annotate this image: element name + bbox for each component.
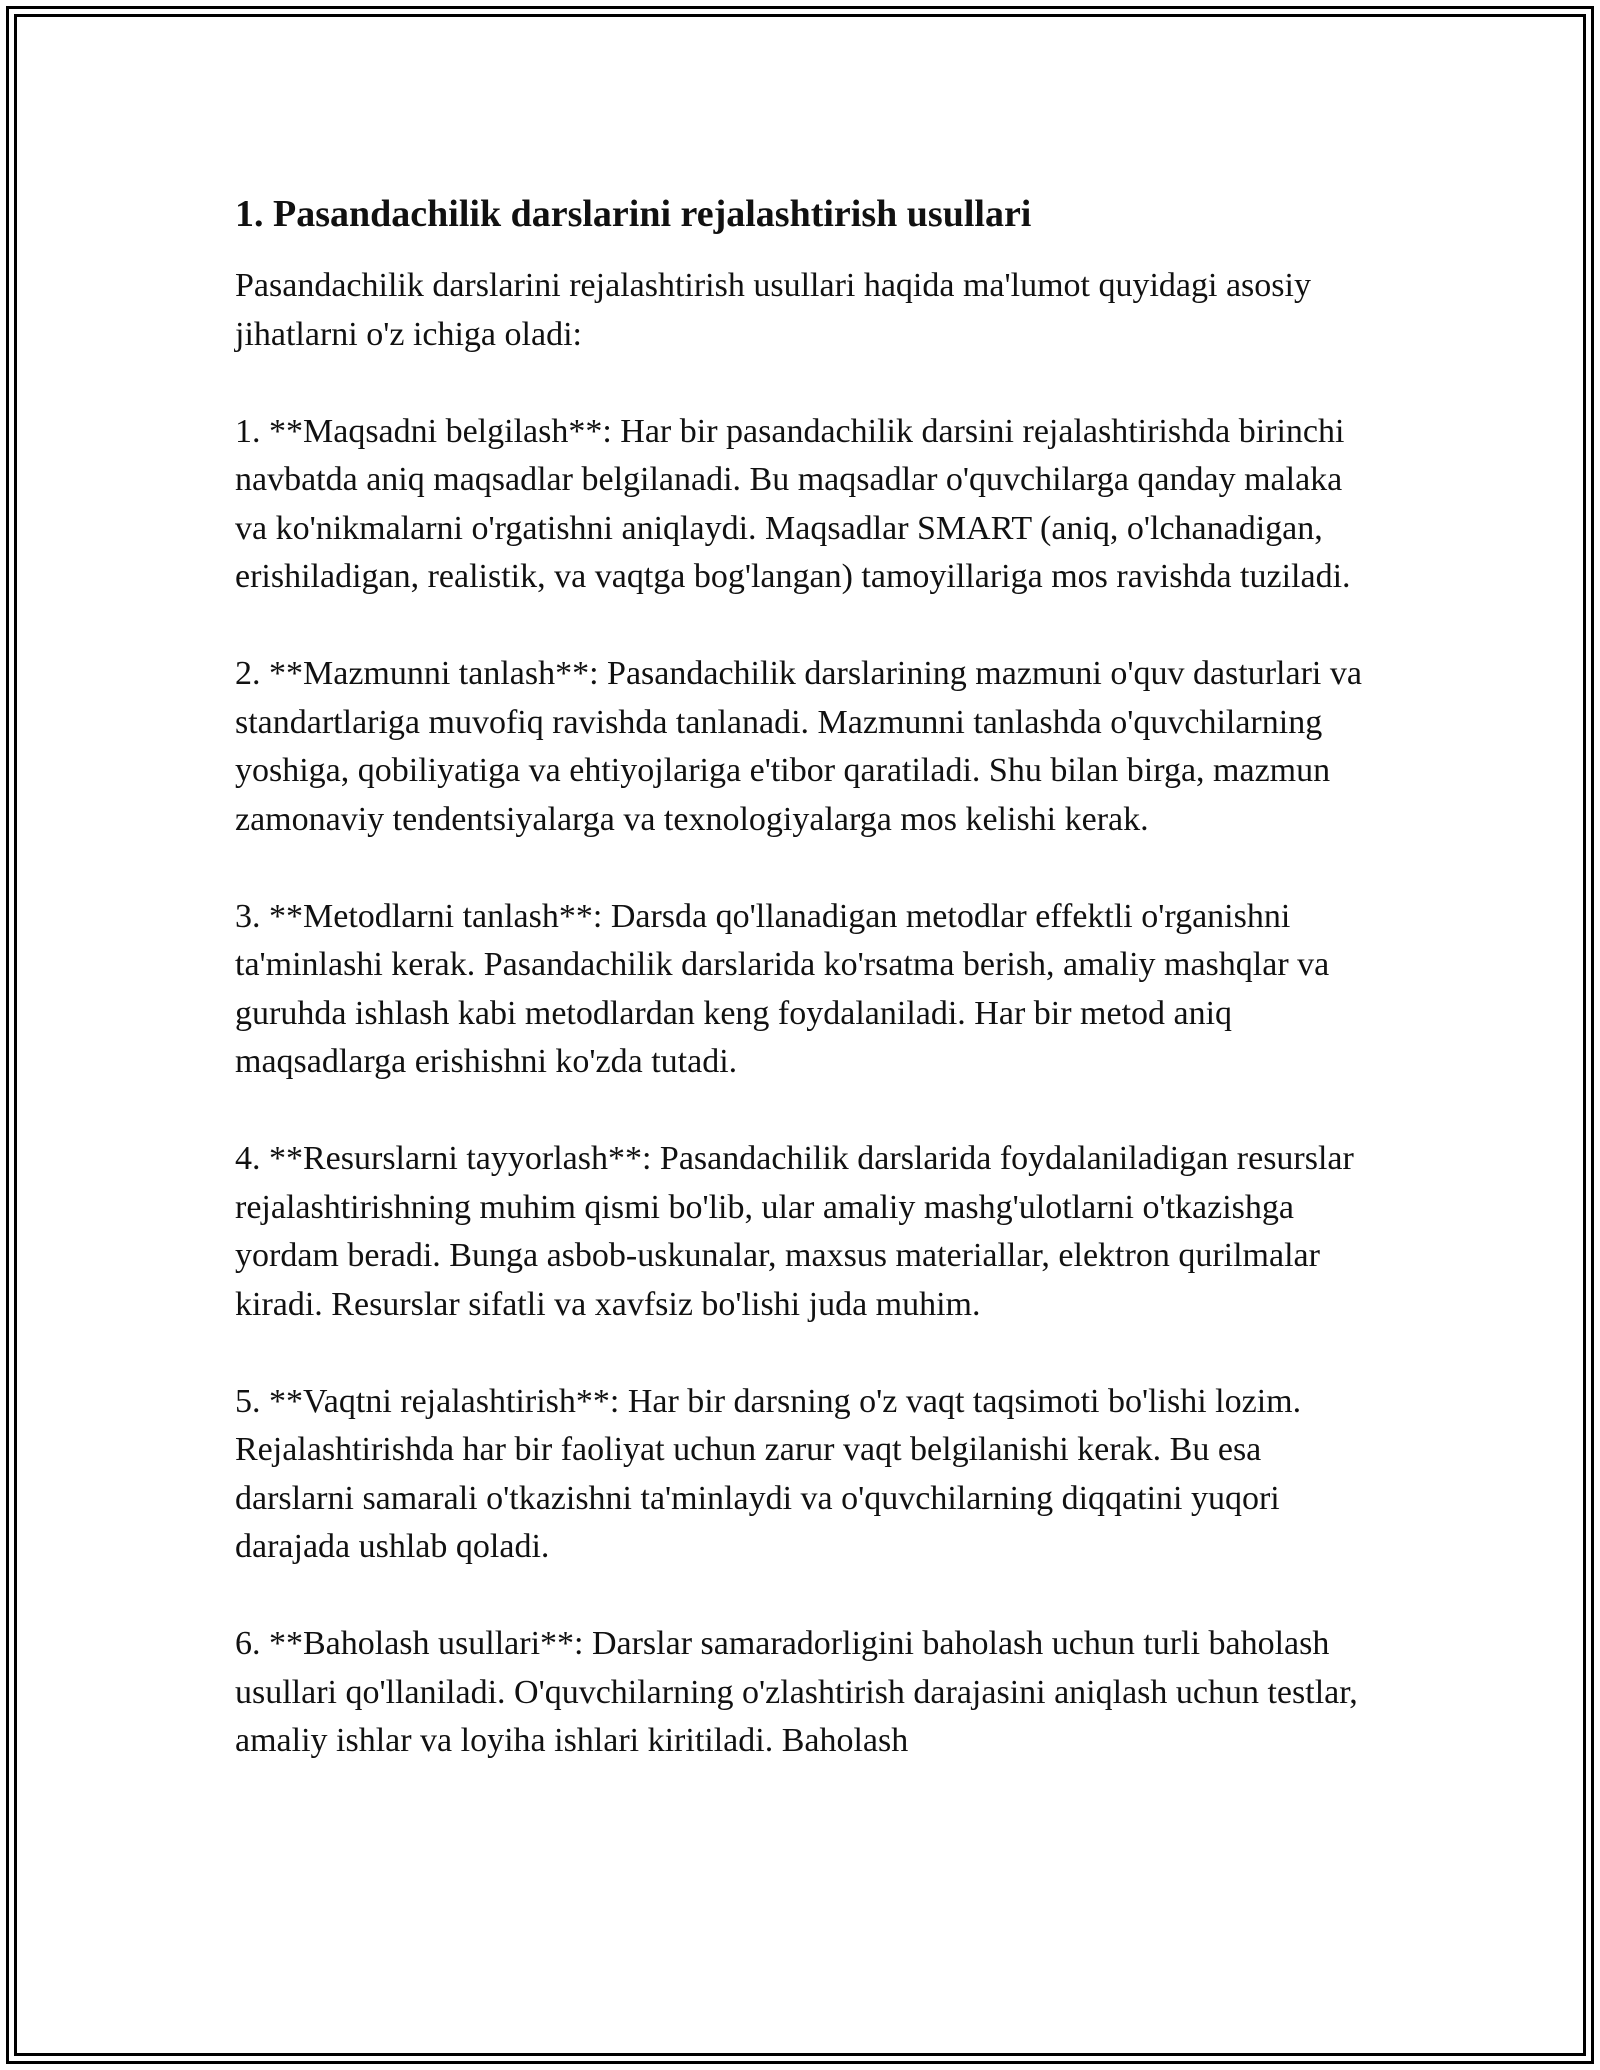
list-item-content: 2. **Mazmunni tanlash**: Pasandachilik darslarining mazmuni o'quv dasturlari va standartlariga muvofiq ravishda tanlanadi. Mazmunni tanlashda o'quvchilarning yoshiga, qobiliyatiga va ehtiyojlariga e'tibor qaratiladi. Shu bilan birga, mazmun zamonaviy tendentsiyalarga va texnologiyalarga mos kelishi kerak. xyxy=(235,655,1362,838)
document-body xyxy=(235,186,1375,1766)
intro-paragraph: Pasandachilik darslarini rejalashtirish usullari haqida ma'lumot quyidagi asosiy jihatlarni o'z ichiga oladi: xyxy=(235,267,1311,353)
list-item-goals: 1. **Maqsadni belgilash**: Har bir pasandachilik darsini rejalashtirishda birinchi navbatda aniq maqsadlar belgilanadi. Bu maqsadlar o'quvchilarga qanday malaka va ko'nikmalarni o'rgatishni aniqlaydi. Maqsadlar SMART (aniq, o'lchanadigan, erishiladigan, realistik, va vaqtga bog'langan) tamoyillariga mos ravishda tuziladi. xyxy=(235,412,1351,595)
list-item-time: 5. **Vaqtni rejalashtirish**: Har bir darsning o'z vaqt taqsimoti bo'lishi lozim. Rejalashtirishda har bir faoliyat uchun zarur vaqt belgilanishi kerak. Bu esa darslarni samarali o'tkazishni ta'minlaydi va o'quvchilarning diqqatini yuqori darajada ushlab qoladi. xyxy=(235,1382,1302,1565)
section-title: 1. Pasandachilik darslarini rejalashtirish usullari xyxy=(235,193,1032,235)
list-item-methods: 3. **Metodlarni tanlash**: Darsda qo'llanadigan metodlar effektli o'rganishni ta'minlashi kerak. Pasandachilik darslarida ko'rsatma berish, amaliy mashqlar va guruhda ishlash kabi metodlardan keng foydalaniladi. Har bir metod aniq maqsadlarga erishishni ko'zda tutadi. xyxy=(235,897,1330,1080)
list-item-resources: 4. **Resurslarni tayyorlash**: Pasandachilik darslarida foydalaniladigan resurslar rejalashtirishning muhim qismi bo'lib, ular amaliy mashg'ulotlarni o'tkazishga yordam beradi. Bunga asbob-uskunalar, maxsus materiallar, elektron qurilmalar kiradi. Resurslar sifatli va xavfsiz bo'lishi juda muhim. xyxy=(235,1140,1354,1323)
list-item-assessment: 6. **Baholash usullari**: Darslar samaradorligini baholash uchun turli baholash usullari qo'llaniladi. O'quvchilarning o'zlashtirish darajasini aniqlash uchun testlar, amaliy ishlar va loyiha ishlari kiritiladi. Baholash xyxy=(235,1625,1358,1759)
